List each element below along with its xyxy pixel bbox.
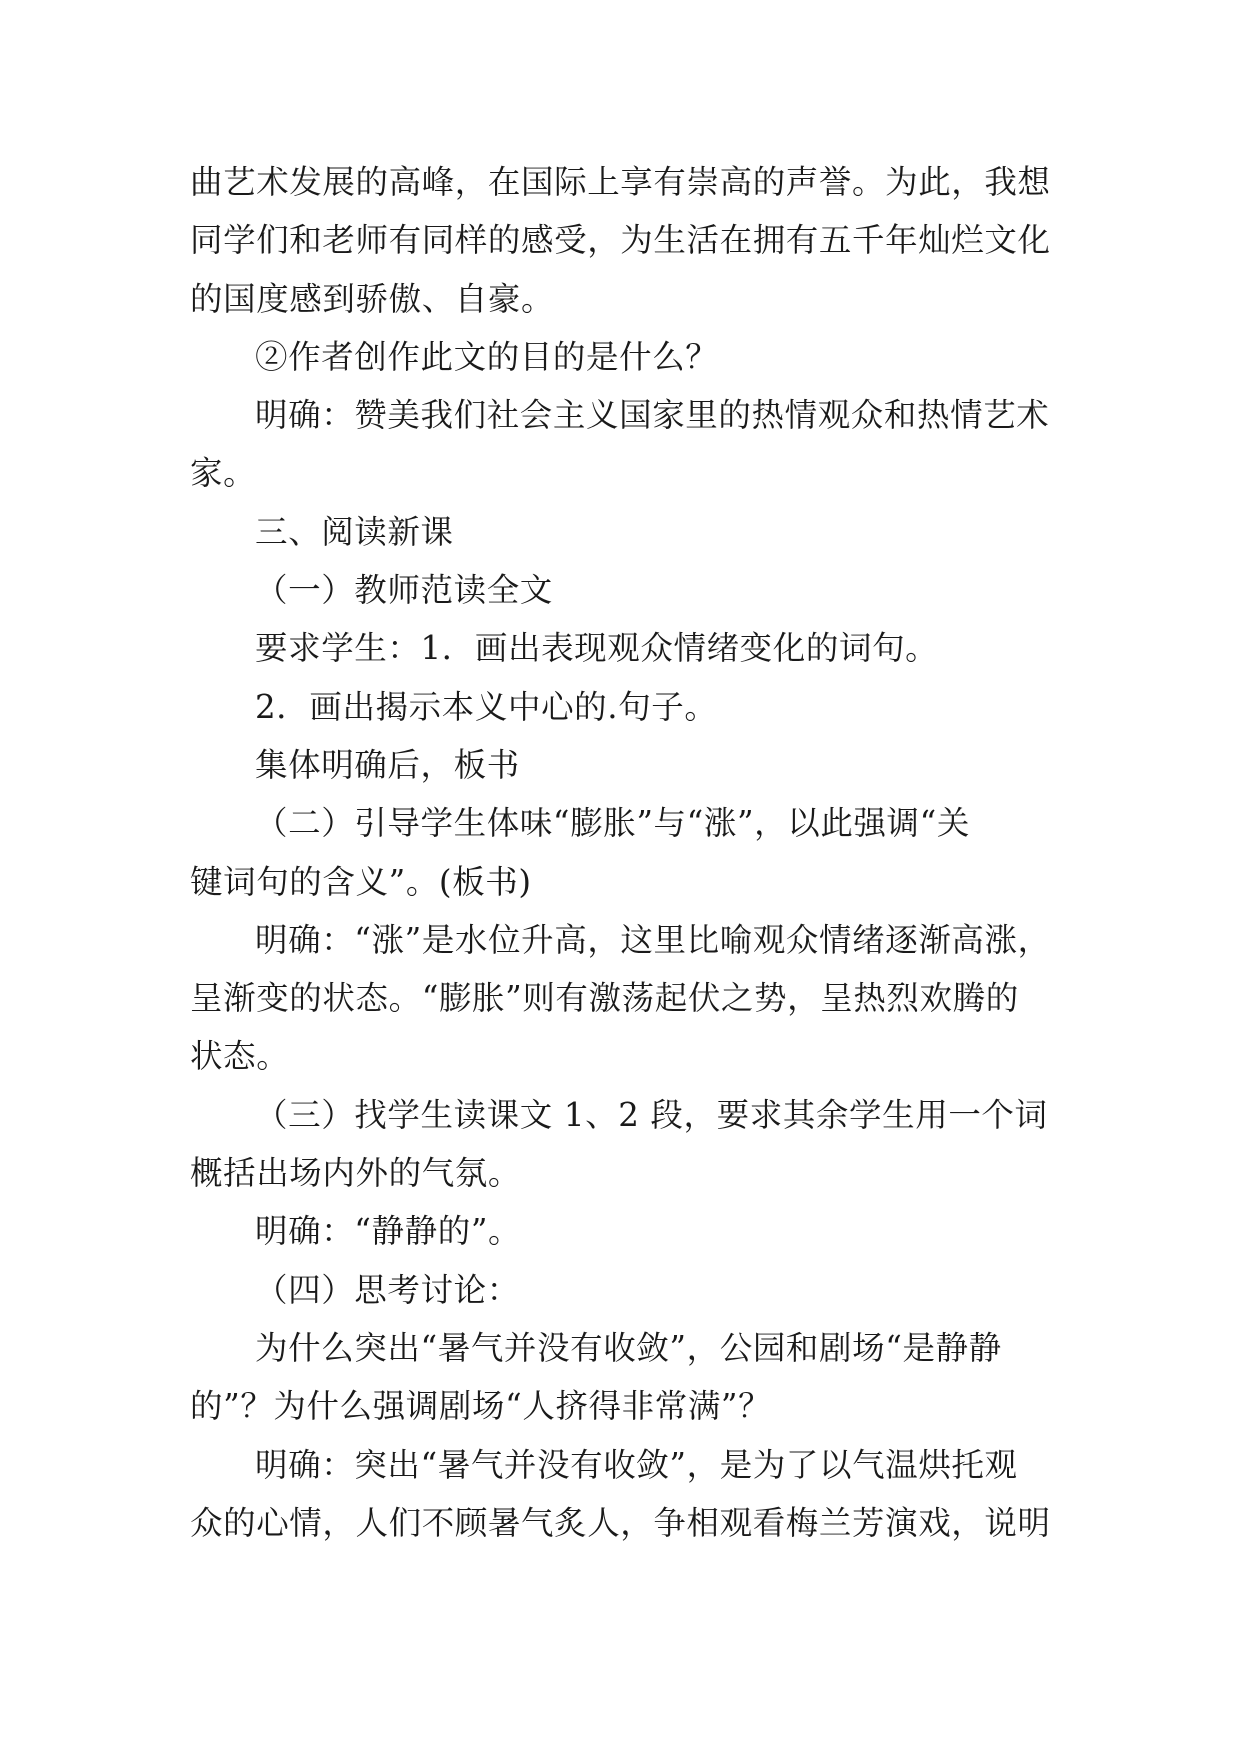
subsection-heading: （一）教师范读全文 — [255, 571, 553, 610]
answer-line: 明确：赞美我们社会主义国家里的热情观众和热情艺术 — [255, 396, 1050, 435]
text-line: 2．画出揭示本义中心的.句子。 — [255, 687, 718, 726]
text-line: 众的心情，人们不顾暑气炙人，争相观看梅兰芳演戏，说明 — [190, 1503, 1051, 1542]
text-line: 同学们和老师有同样的感受，为生活在拥有五千年灿烂文化 — [190, 221, 1051, 260]
section-heading: 三、阅读新课 — [255, 512, 454, 551]
text-line: 概括出场内外的气氛。 — [190, 1154, 522, 1193]
text-line: 键词句的含义”。(板书) — [190, 862, 532, 901]
subsection-heading: （四）思考讨论： — [255, 1270, 520, 1309]
text-line: 集体明确后，板书 — [255, 745, 520, 784]
answer-line: 明确：突出“暑气并没有收敛”，是为了以气温烘托观 — [255, 1445, 1018, 1484]
subsection-heading: （三）找学生读课文 1、2 段，要求其余学生用一个词 — [255, 1095, 1048, 1134]
text-line: 状态。 — [190, 1037, 290, 1076]
question-line: 为什么突出“暑气并没有收敛”，公园和剧场“是静静 — [255, 1328, 1002, 1367]
body-text — [190, 153, 1056, 1552]
text-line: 曲艺术发展的高峰，在国际上享有崇高的声誉。为此，我想 — [190, 163, 1051, 201]
text-line: 的”？为什么强调剧场“人挤得非常满”？ — [190, 1387, 772, 1426]
text-line: 呈渐变的状态。“膨胀”则有激荡起伏之势，呈热烈欢腾的 — [190, 979, 1019, 1018]
text-line: 的国度感到骄傲、自豪。 — [190, 279, 555, 318]
answer-line: 明确：“静静的”。 — [255, 1212, 522, 1251]
text-line: 要求学生：1．画出表现观众情绪变化的词句。 — [255, 629, 939, 668]
text-line: 家。 — [190, 454, 257, 493]
answer-line: 明确：“涨”是水位升高，这里比喻观众情绪逐渐高涨， — [255, 920, 1051, 959]
subsection-heading: （二）引导学生体味“膨胀”与“涨”，以此强调“关 — [255, 804, 970, 843]
question-line: ②作者创作此文的目的是什么？ — [255, 337, 719, 376]
